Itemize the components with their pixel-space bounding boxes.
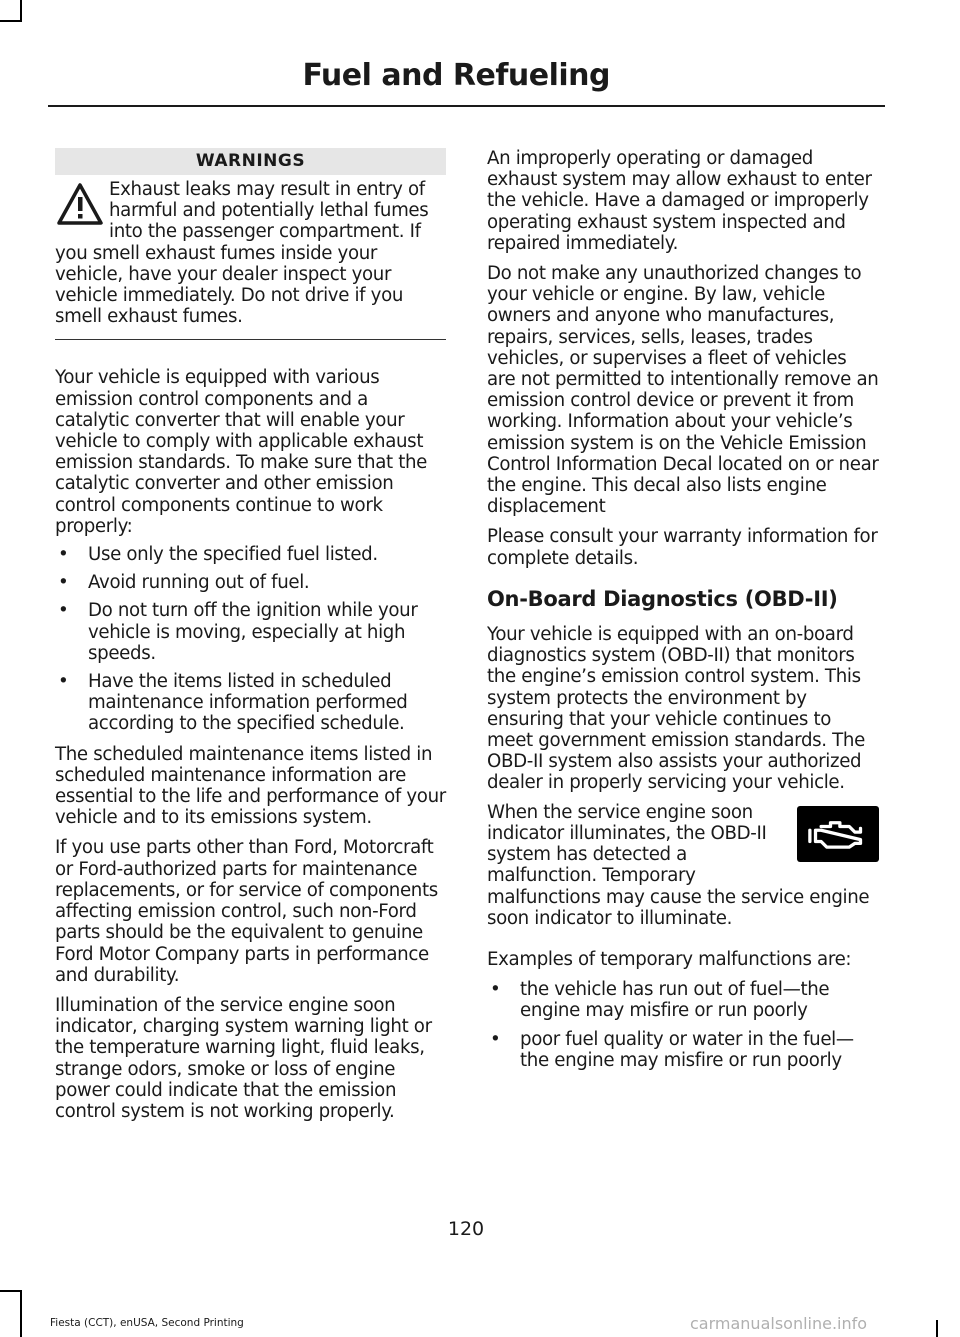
right-column (487, 148, 879, 1078)
paragraph: Examples of temporary malfunctions are: (487, 948, 852, 970)
page-title: Fuel and Refueling (302, 58, 610, 93)
paragraph: Do not make any unauthorized changes to your vehicle or engine. By law, vehicle owners and anyone who manufactures, repairs, services, sells, leases, trades vehicles, or supervises a fleet of vehicles are not permitted to intentionally remove an emission control device or prevent it from working. Information about your vehicle’s emission system is on the Vehicle Emission Control Information Decal located on or near the engine. This decal also lists engine displacement (487, 263, 879, 518)
paragraph: Please consult your warranty information for complete details. (487, 526, 878, 569)
list-item: • the vehicle has run out of fuel—the engine may misfire or run poorly (487, 979, 879, 1021)
malfunction-bullets (487, 979, 879, 1071)
engine-indicator-block (487, 802, 879, 929)
paragraph: Your vehicle is equipped with an on-board diagnostics system (OBD-II) that monitors the engine’s emission control system. This system protects the environment by ensuring that your vehicle continues to meet government emission standards. The OBD-II system also assists your authorized dealer in properly servicing your vehicle. (487, 624, 865, 794)
warning-text: Exhaust leaks may result in entry of harmful and potentially lethal fumes into the passenger compartment. If you smell exhaust fumes inside your vehicle, have your dealer inspect your vehicle immediately. Do not drive if you smell exhaust fumes. (55, 179, 429, 328)
header-divider (48, 105, 885, 107)
warning-triangle-icon (55, 181, 105, 229)
check-engine-icon (797, 806, 879, 862)
paragraph: If you use parts other than Ford, Motorcraft or Ford-authorized parts for maintenance replacements, or for service of components affecting emission control, such non-Ford parts should be the equivalent to genuine Ford Motor Company parts in performance and durability. (55, 837, 438, 986)
warning-heading: WARNINGS (55, 148, 446, 175)
warning-divider (55, 339, 446, 340)
intro-paragraph: Your vehicle is equipped with various emission control components and a catalytic converter that will enable your vehicle to comply with applicable exhaust emission standards. To make sure that the catalytic converter and other emission control components continue to work properly: (55, 367, 428, 537)
crop-mark (936, 1320, 938, 1337)
left-column (55, 148, 446, 1122)
crop-mark (20, 0, 22, 22)
paragraph: When the service engine soon indicator illuminates, the OBD-II system has detected a malfunction. Temporary malfunctions may cause the service engine soon indicator to illuminate. (487, 801, 870, 929)
page-number: 120 (447, 1218, 485, 1240)
list-item: • Have the items listed in scheduled maintenance information performed according to the specified schedule. (55, 671, 446, 735)
list-item: • Use only the specified fuel listed. (55, 544, 446, 565)
emission-bullets (55, 544, 446, 735)
paragraph: The scheduled maintenance items listed in scheduled maintenance information are essential to the life and performance of your vehicle and to its emissions system. (55, 743, 446, 829)
watermark: carmanualsonline.info (690, 1314, 868, 1333)
crop-mark (0, 1290, 22, 1292)
paragraph: An improperly operating or damaged exhaust system may allow exhaust to enter the vehicle. Have a damaged or improperly operating exhaust system inspected and repaired immediately. (487, 148, 872, 254)
edition-footer: Fiesta (CCT), enUSA, Second Printing (50, 1317, 244, 1329)
section-heading: On-Board Diagnostics (OBD-II) (487, 586, 838, 611)
list-item: • Do not turn off the ignition while your vehicle is moving, especially at high speeds. (55, 600, 446, 664)
warning-box (55, 179, 446, 340)
crop-mark (0, 20, 22, 22)
list-item: • poor fuel quality or water in the fuel—the engine may misfire or run poorly (487, 1029, 879, 1071)
list-item: • Avoid running out of fuel. (55, 572, 446, 593)
crop-mark (20, 1290, 22, 1337)
paragraph: Illumination of the service engine soon indicator, charging system warning light or the temperature warning light, fluid leaks, strange odors, smoke or loss of engine power could indicate that the emission control system is not working properly. (55, 994, 432, 1122)
